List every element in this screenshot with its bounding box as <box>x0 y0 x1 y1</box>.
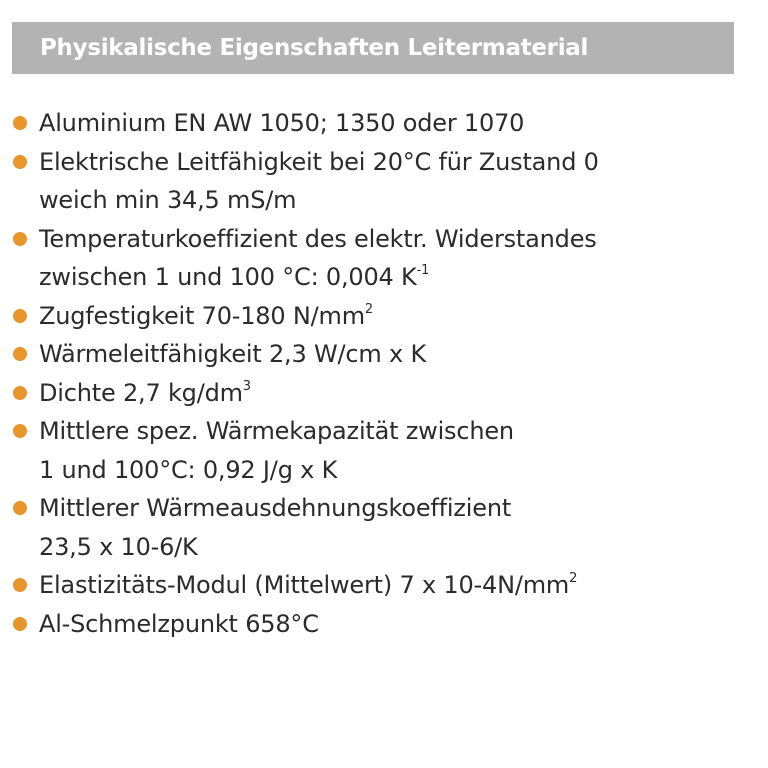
item-text: Elektrische Leitfähigkeit bei 20°C für Zustand 0 <box>39 147 599 176</box>
list-item-density <box>0 374 768 413</box>
item-text: Dichte 2,7 kg/dm <box>39 378 243 407</box>
list-item-material <box>0 104 768 143</box>
item-text-continued: 1 und 100°C: 0,92 J/g x K <box>39 455 338 484</box>
superscript: -1 <box>416 263 430 278</box>
item-text-wrapper <box>39 297 768 336</box>
item-text-continued: 23,5 x 10-6/K <box>39 532 198 561</box>
item-text: Mittlerer Wärmeausdehnungskoeffizient <box>39 494 512 522</box>
list-item-elastic-modulus <box>0 566 768 605</box>
bullet-icon <box>13 347 27 361</box>
bullet-icon <box>13 617 27 631</box>
list-item-thermal-conductivity <box>0 335 768 374</box>
item-text-value: zwischen 1 und 100 °C: 0,004 K <box>39 263 417 291</box>
item-text: Aluminium EN AW 1050; 1350 oder 1070 <box>39 109 525 137</box>
item-text: Mittlere spez. Wärmekapazität zwischen <box>39 417 514 445</box>
superscript: 3 <box>242 378 251 394</box>
bullet-icon <box>13 578 27 592</box>
property-list <box>0 104 768 643</box>
list-item-heat-capacity <box>0 412 768 489</box>
item-text-wrapper <box>39 374 768 413</box>
bullet-icon <box>13 116 27 130</box>
item-text: Al-Schmelzpunkt 658°C <box>39 609 319 638</box>
superscript: 2 <box>569 571 578 586</box>
bullet-icon <box>13 386 27 400</box>
bullet-icon <box>13 501 27 515</box>
bullet-icon <box>13 232 27 246</box>
item-text: Zugfestigkeit 70-180 N/mm <box>39 301 365 330</box>
list-item-melting-point <box>0 605 768 644</box>
item-text-continued: weich min 34,5 mS/m <box>39 186 297 214</box>
section-title: Physikalische Eigenschaften Leitermaterial <box>40 35 589 61</box>
item-text: Temperaturkoeffizient des elektr. Widerstandes <box>39 224 597 253</box>
section-header <box>12 22 734 74</box>
item-text-wrapper <box>39 566 768 605</box>
list-item-tensile-strength <box>0 297 768 336</box>
item-text: Elastizitäts-Modul (Mittelwert) 7 x 10-4N/mm <box>39 571 570 599</box>
item-text-continued <box>39 258 768 297</box>
item-text: Wärmeleitfähigkeit 2,3 W/cm x K <box>39 340 426 368</box>
list-item-conductivity <box>0 143 768 220</box>
superscript: 2 <box>364 301 373 317</box>
list-item-temp-coefficient <box>0 220 768 297</box>
list-item-thermal-expansion <box>0 489 768 566</box>
bullet-icon <box>13 155 27 169</box>
bullet-icon <box>13 309 27 323</box>
bullet-icon <box>13 424 27 438</box>
